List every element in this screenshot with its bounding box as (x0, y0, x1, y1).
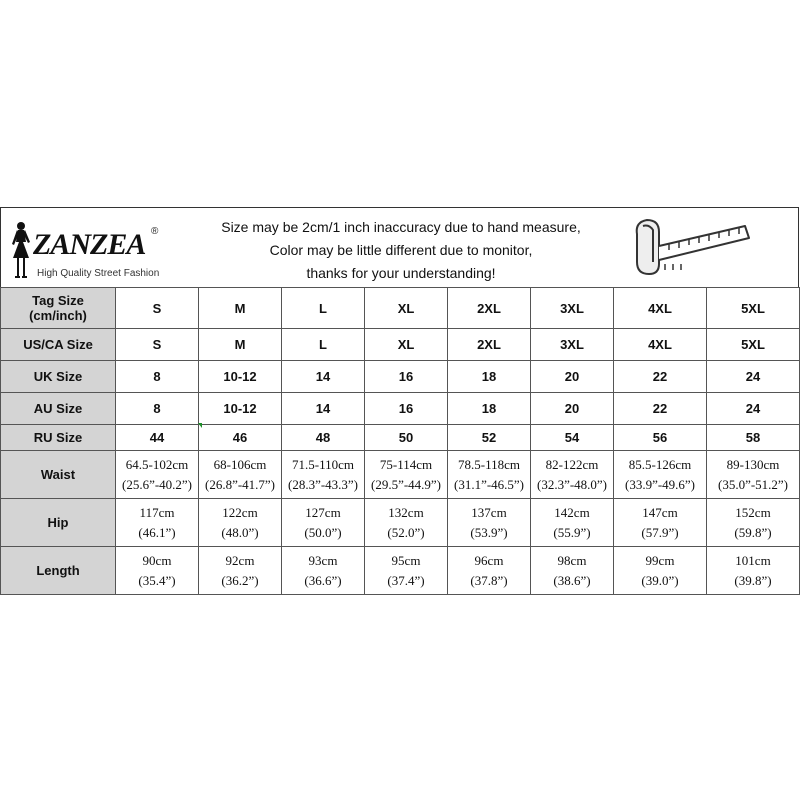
table-cell: 8 (116, 361, 199, 393)
cm-value: 85.5-126cm (628, 456, 692, 472)
cm-value: 152cm (735, 504, 771, 520)
table-cell (448, 451, 531, 499)
inch-value: (26.8”-41.7”) (204, 476, 276, 492)
table-cell (531, 499, 614, 547)
cm-value: 101cm (735, 552, 771, 568)
table-cell: 3XL (531, 329, 614, 361)
cm-value: 117cm (139, 504, 175, 520)
table-cell (365, 499, 448, 547)
inch-value: (36.6”) (304, 572, 342, 588)
cm-value: 98cm (557, 552, 587, 568)
inch-value: (35.0”-51.2”) (717, 476, 789, 492)
inch-value: (36.2”) (221, 572, 259, 588)
inch-value: (46.1”) (138, 524, 176, 540)
table-cell: 2XL (448, 329, 531, 361)
row-header: UK Size (1, 361, 116, 393)
table-cell (707, 451, 800, 499)
size-table (0, 287, 800, 595)
inch-value: (28.3”-43.3”) (287, 476, 359, 492)
table-cell (614, 547, 707, 595)
table-row (1, 288, 800, 329)
table-cell: 56 (614, 425, 707, 451)
table-cell: L (282, 329, 365, 361)
inch-value: (38.6”) (553, 572, 591, 588)
inch-value: (50.0”) (304, 524, 342, 540)
cm-value: 71.5-110cm (292, 456, 354, 472)
cm-value: 68-106cm (213, 456, 267, 472)
table-cell: L (282, 288, 365, 329)
table-cell (116, 499, 199, 547)
table-cell: S (116, 288, 199, 329)
table-cell: 4XL (614, 288, 707, 329)
row-header: Hip (1, 499, 116, 547)
inch-value: (53.9”) (470, 524, 508, 540)
table-cell: 48 (282, 425, 365, 451)
inch-value: (33.9”-49.6”) (624, 476, 696, 492)
row-header: Tag Size (cm/inch) (1, 288, 116, 329)
table-cell (282, 451, 365, 499)
cm-value: 132cm (388, 504, 424, 520)
table-cell: 10-12 (199, 393, 282, 425)
table-cell (365, 547, 448, 595)
table-cell (448, 499, 531, 547)
table-row (1, 329, 800, 361)
cm-value: 95cm (391, 552, 421, 568)
row-header: US/CA Size (1, 329, 116, 361)
cm-value: 122cm (222, 504, 258, 520)
cm-value: 93cm (308, 552, 338, 568)
table-cell: XL (365, 288, 448, 329)
inch-value: (25.6”-40.2”) (121, 476, 193, 492)
table-cell (531, 451, 614, 499)
cm-value: 137cm (471, 504, 507, 520)
table-cell: 22 (614, 393, 707, 425)
cm-value: 64.5-102cm (125, 456, 189, 472)
brand-logo (7, 218, 167, 282)
cm-value: 92cm (225, 552, 255, 568)
table-cell (116, 547, 199, 595)
table-cell: 18 (448, 393, 531, 425)
table-cell (531, 547, 614, 595)
inch-value: (48.0”) (221, 524, 259, 540)
table-cell: 50 (365, 425, 448, 451)
table-cell (614, 451, 707, 499)
cm-value: 127cm (305, 504, 341, 520)
chart-header (0, 207, 799, 287)
inch-value: (35.4”) (138, 572, 176, 588)
inch-value: (37.4”) (387, 572, 425, 588)
inch-value: (29.5”-44.9”) (370, 476, 442, 492)
table-cell: 3XL (531, 288, 614, 329)
table-row (1, 361, 800, 393)
table-cell: 14 (282, 361, 365, 393)
inch-value: (37.8”) (470, 572, 508, 588)
cm-value: 147cm (642, 504, 678, 520)
table-cell: 22 (614, 361, 707, 393)
row-header: RU Size (1, 425, 116, 451)
registered-mark: ® (151, 226, 159, 237)
cm-value: 96cm (474, 552, 504, 568)
inch-value: (39.0”) (641, 572, 679, 588)
cm-value: 99cm (645, 552, 675, 568)
table-cell: 46 (199, 425, 282, 451)
table-cell: 20 (531, 393, 614, 425)
table-cell (707, 547, 800, 595)
inch-value: (59.8”) (734, 524, 772, 540)
table-cell (199, 547, 282, 595)
table-row (1, 451, 800, 499)
table-cell (448, 547, 531, 595)
inch-value: (32.3”-48.0”) (536, 476, 608, 492)
cm-value: 90cm (142, 552, 172, 568)
table-cell: 44 (116, 425, 199, 451)
note-line: Size may be 2cm/1 inch inaccuracy due to hand measure, (221, 219, 581, 235)
inch-value: (31.1”-46.5”) (453, 476, 525, 492)
cm-value: 142cm (554, 504, 590, 520)
table-row (1, 547, 800, 595)
table-row (1, 499, 800, 547)
note-line: thanks for your understanding! (306, 265, 496, 281)
table-cell (282, 547, 365, 595)
inch-value: (39.8”) (734, 572, 772, 588)
table-cell: 24 (707, 361, 800, 393)
cm-value: 89-130cm (726, 456, 780, 472)
table-cell (199, 451, 282, 499)
table-cell: XL (365, 329, 448, 361)
table-cell: 18 (448, 361, 531, 393)
cm-value: 82-122cm (545, 456, 599, 472)
table-cell: 20 (531, 361, 614, 393)
table-cell (707, 499, 800, 547)
brand-name: ZANZEA (33, 228, 146, 261)
table-cell: 10-12 (199, 361, 282, 393)
inch-value: (57.9”) (641, 524, 679, 540)
table-cell: S (116, 329, 199, 361)
cm-value: 75-114cm (379, 456, 433, 472)
cm-value: 78.5-118cm (458, 456, 520, 472)
brand-tagline: High Quality Street Fashion (37, 268, 160, 279)
woman-silhouette-icon (9, 220, 33, 280)
table-cell (614, 499, 707, 547)
cell-marker-icon (198, 423, 202, 428)
table-cell (365, 451, 448, 499)
table-cell: 2XL (448, 288, 531, 329)
table-cell: 54 (531, 425, 614, 451)
table-cell (199, 499, 282, 547)
table-cell: M (199, 288, 282, 329)
table-cell (116, 451, 199, 499)
note-line: Color may be little different due to monitor, (269, 242, 533, 258)
size-chart (0, 207, 799, 595)
size-notes (191, 216, 611, 285)
row-header: AU Size (1, 393, 116, 425)
table-cell (282, 499, 365, 547)
row-header: Length (1, 547, 116, 595)
table-cell: M (199, 329, 282, 361)
table-cell: 5XL (707, 329, 800, 361)
table-cell: 24 (707, 393, 800, 425)
table-cell: 8 (116, 393, 199, 425)
table-cell: 16 (365, 361, 448, 393)
measuring-tape-icon (625, 212, 755, 282)
inch-value: (55.9”) (553, 524, 591, 540)
table-row (1, 393, 800, 425)
table-cell: 14 (282, 393, 365, 425)
table-row (1, 425, 800, 451)
row-header: Waist (1, 451, 116, 499)
table-cell: 52 (448, 425, 531, 451)
table-cell: 4XL (614, 329, 707, 361)
table-cell: 16 (365, 393, 448, 425)
table-cell: 58 (707, 425, 800, 451)
table-cell: 5XL (707, 288, 800, 329)
inch-value: (52.0”) (387, 524, 425, 540)
